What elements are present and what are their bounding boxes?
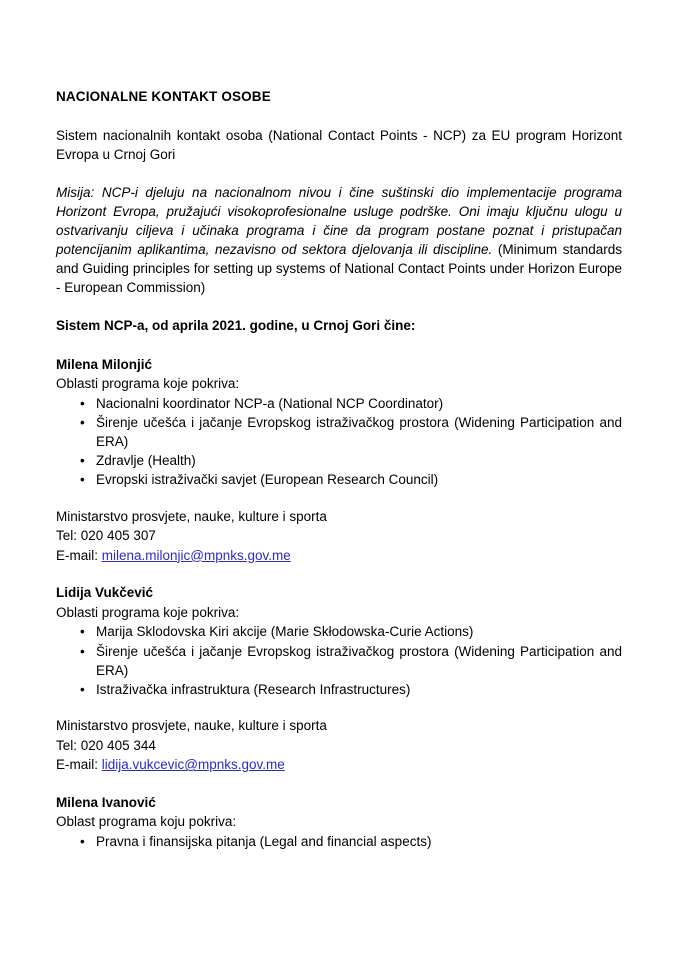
list-item: • Zdravlje (Health) [56,451,622,470]
intro-paragraph: Sistem nacionalnih kontakt osoba (National Contact Points - NCP) za EU program Horizont Evropa u Crnoj Gori [56,128,622,163]
person-entry [56,583,622,774]
email-label: E-mail: [56,547,99,563]
person-areas-label: Oblast programa koju pokriva: [56,814,237,830]
section-spacer [56,775,622,793]
person-name: Lidija Vukčević [56,585,154,601]
mission-paragraph [56,183,622,298]
institution-line: Ministarstvo prosvjete, nauke, kulture i sporta [56,717,327,733]
email-link[interactable]: milena.milonjic@mpnks.gov.me [101,547,291,563]
mission-source-text: (Minimum standards and Guiding principles for setting up systems of National Contact Points under Horizon Europe - European Commission) [56,242,622,296]
phone-line [56,526,622,546]
email-line [56,755,622,775]
person-areas-list [56,832,622,851]
email-link[interactable]: lidija.vukcevic@mpnks.gov.me [101,757,285,773]
page-title: NACIONALNE KONTAKT OSOBE [56,89,271,104]
phone-line [56,736,622,756]
person-areas-list [56,622,622,699]
email-label: E-mail: [56,757,99,773]
list-item: • Marija Sklodovska Kiri akcije (Marie Skłodowska-Curie Actions) [56,622,622,641]
person-areas-list [56,394,622,490]
person-entry [56,793,622,851]
list-item: • Nacionalni koordinator NCP-a (National NCP Coordinator) [56,394,622,413]
mission-italic-text: Misija: NCP-i djeluju na nacionalnom nivou i čine suštinski dio implementacije programa Horizont Evropa, pružajući visokoprofesionalne usluge podrške. Oni imaju ključnu ulogu u ostvarivanju ciljeva i učinaka programa i čine da program postane poznat i pristupačan potencijanim aplikantima, nezavisno od sektora djelovanja ili discipline. [56,184,622,257]
contact-block [56,716,622,775]
list-item: • Širenje učešća i jačanje Evropskog istraživačkog prostora (Widening Participation and ERA) [56,413,622,451]
contact-block [56,507,622,566]
person-areas-label: Oblasti programa koje pokriva: [56,604,240,620]
phone-label: Tel: [56,737,78,753]
person-areas-label: Oblasti programa koje pokriva: [56,376,240,392]
institution-line: Ministarstvo prosvjete, nauke, kulture i sporta [56,508,327,524]
list-item: • Evropski istraživački savjet (European Research Council) [56,470,622,489]
list-item: • Istraživačka infrastruktura (Research Infrastructures) [56,680,622,699]
phone-value: 020 405 307 [80,528,156,544]
person-entry [56,355,622,566]
list-item: • Širenje učešća i jačanje Evropskog istraživačkog prostora (Widening Participation and ERA) [56,642,622,680]
email-line [56,546,622,566]
person-name: Milena Milonjić [56,356,153,372]
section-heading: Sistem NCP-a, od aprila 2021. godine, u Crnoj Gori čine: [56,318,416,334]
phone-label: Tel: [56,528,78,544]
section-spacer [56,565,622,583]
phone-value: 020 405 344 [80,737,156,753]
list-item: • Pravna i finansijska pitanja (Legal and financial aspects) [56,832,622,851]
person-name: Milena Ivanović [56,794,156,810]
